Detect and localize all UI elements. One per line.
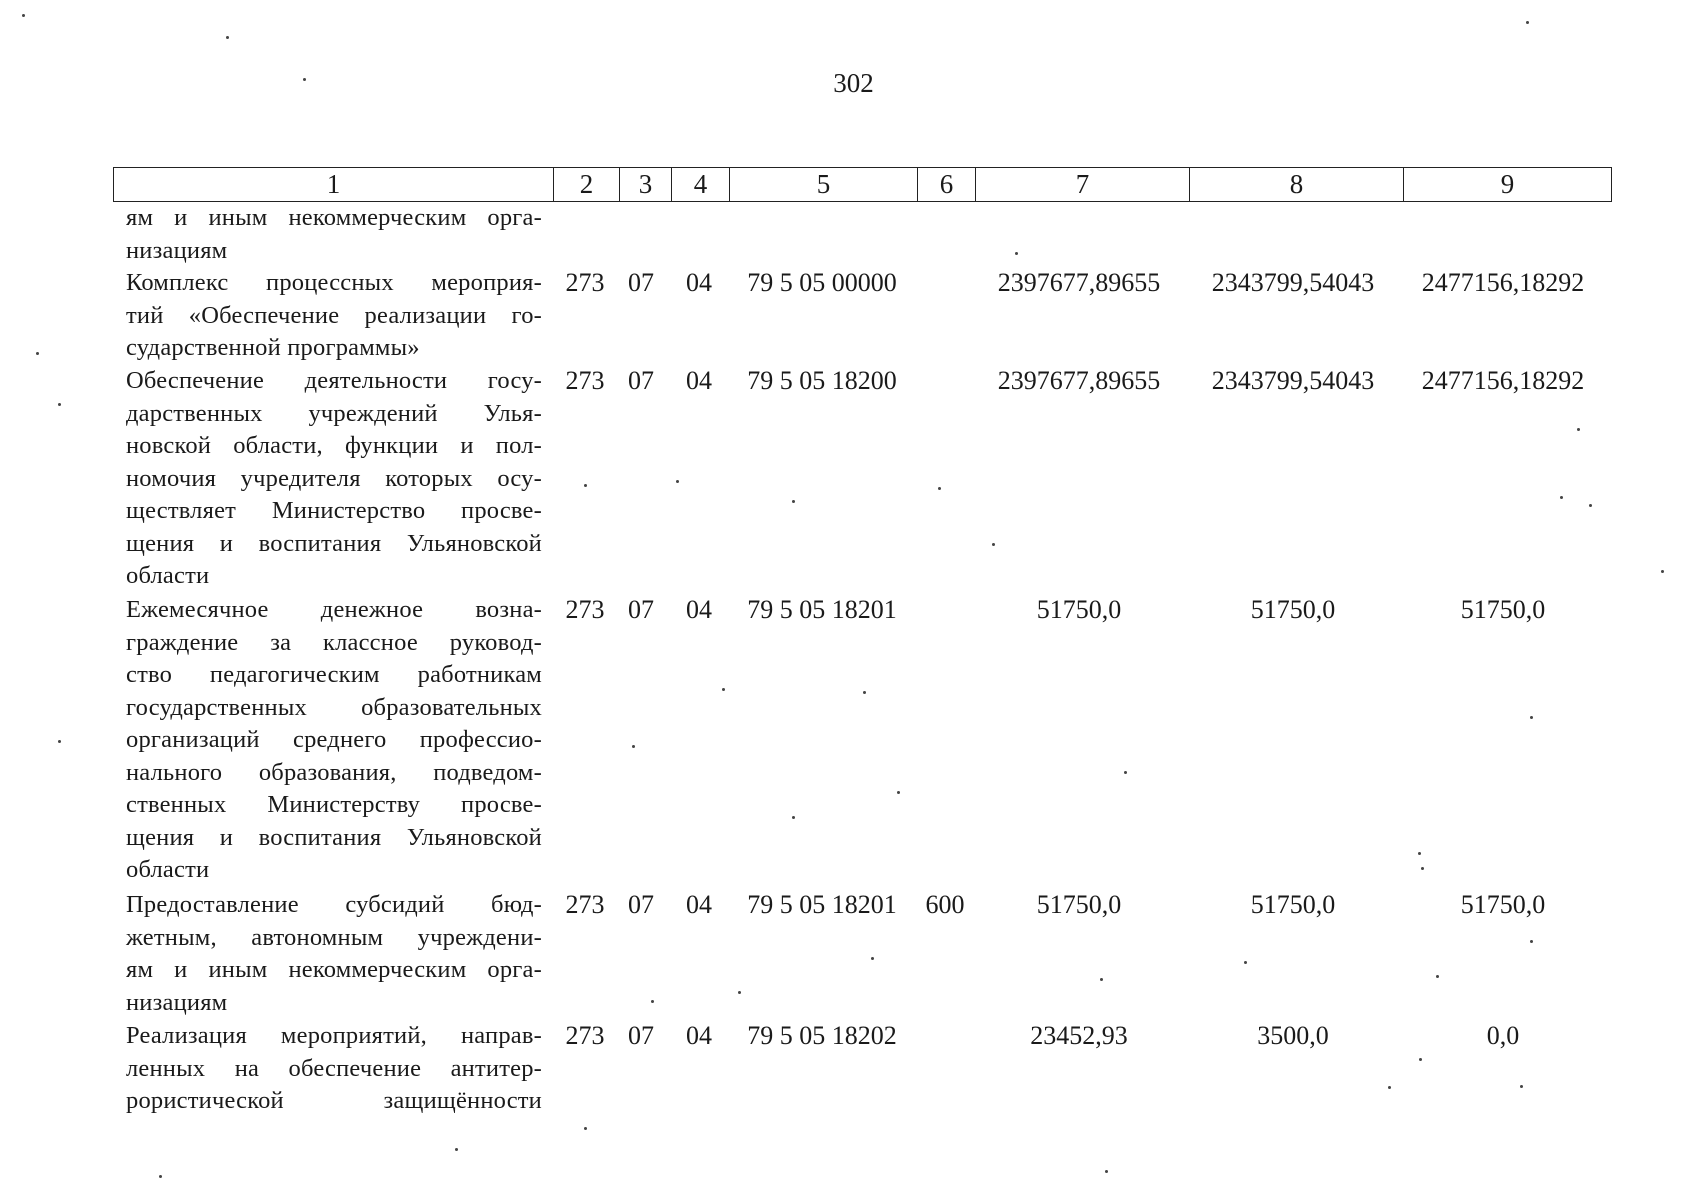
scan-speck <box>897 791 900 794</box>
scan-speck <box>58 403 61 406</box>
cell-col-2: 273 <box>565 595 605 624</box>
description-line: Реализация мероприятий, направ- <box>126 1022 542 1049</box>
scan-speck <box>676 480 679 483</box>
row-description <box>126 202 542 267</box>
description-line: сударственной программы» <box>126 334 420 361</box>
scan-speck <box>1560 496 1563 499</box>
description-line: ям и иным некоммерческим орга- <box>126 204 542 231</box>
cell-col-7: 2397677,89655 <box>997 366 1161 395</box>
scan-speck <box>58 740 61 743</box>
description-line: тий «Обеспечение реализации го- <box>126 301 542 329</box>
column-header-2: 2 <box>554 168 620 202</box>
scan-speck <box>632 745 635 748</box>
description-line: ственных Министерству просве- <box>126 791 542 818</box>
cell-col-3: 07 <box>628 890 654 919</box>
column-header-5: 5 <box>730 168 918 202</box>
description-line: ство педагогическим работникам <box>126 661 542 688</box>
description-line: граждение за классное руковод- <box>126 628 542 656</box>
scan-speck <box>792 816 795 819</box>
cell-col-5: 79 5 05 18200 <box>747 366 897 395</box>
cell-col-6: 600 <box>925 890 965 919</box>
scan-speck <box>1419 1058 1422 1061</box>
cell-col-8: 51750,0 <box>1250 890 1336 919</box>
cell-col-7: 51750,0 <box>1036 890 1122 919</box>
column-header-9: 9 <box>1404 168 1612 202</box>
scan-speck <box>455 1148 458 1151</box>
scan-speck <box>1661 570 1664 573</box>
description-line: области <box>126 562 210 589</box>
cell-col-5: 79 5 05 18201 <box>747 890 897 919</box>
scan-speck <box>992 543 995 546</box>
description-line: низациям <box>126 236 228 264</box>
column-header-7: 7 <box>976 168 1190 202</box>
description-line: ществляет Министерство просве- <box>126 497 542 524</box>
scan-speck <box>1520 1085 1523 1088</box>
scan-speck <box>1530 716 1533 719</box>
column-header-8: 8 <box>1190 168 1404 202</box>
cell-col-3: 07 <box>628 1021 654 1050</box>
cell-col-2: 273 <box>565 1021 605 1050</box>
cell-col-2: 273 <box>565 268 605 297</box>
cell-col-8: 3500,0 <box>1257 1021 1329 1050</box>
cell-col-4: 04 <box>686 595 712 624</box>
scan-speck <box>1015 252 1018 255</box>
cell-col-2: 273 <box>565 890 605 919</box>
scan-speck <box>863 691 866 694</box>
description-line: ям и иным некоммерческим орга- <box>126 956 542 983</box>
cell-col-7: 23452,93 <box>1030 1021 1128 1050</box>
description-line: новской области, функции и пол- <box>126 432 542 459</box>
description-line: Обеспечение деятельности госу- <box>126 367 542 394</box>
scan-speck <box>722 688 725 691</box>
scan-speck <box>159 1175 162 1178</box>
scan-speck <box>1589 504 1592 507</box>
description-line: жетным, автономным учреждени- <box>126 923 542 951</box>
scan-speck <box>1577 428 1580 431</box>
column-header-4: 4 <box>672 168 730 202</box>
cell-col-4: 04 <box>686 268 712 297</box>
description-line: Предоставление субсидий бюд- <box>126 891 542 918</box>
scan-speck <box>584 484 587 487</box>
cell-col-4: 04 <box>686 890 712 919</box>
cell-col-5: 79 5 05 00000 <box>747 268 897 297</box>
scan-speck <box>938 487 941 490</box>
description-line: Комплекс процессных мероприя- <box>126 269 542 296</box>
scan-speck <box>1100 978 1103 981</box>
scan-speck <box>651 1000 654 1003</box>
column-header-row <box>113 167 1612 202</box>
scan-speck <box>1530 940 1533 943</box>
cell-col-9: 2477156,18292 <box>1421 268 1585 297</box>
scan-speck <box>1388 1086 1391 1089</box>
cell-col-8: 2343799,54043 <box>1211 268 1375 297</box>
row-description <box>126 889 542 1019</box>
cell-col-7: 2397677,89655 <box>997 268 1161 297</box>
cell-col-4: 04 <box>686 366 712 395</box>
scan-speck <box>1244 961 1247 964</box>
row-description <box>126 267 542 365</box>
description-line: рористической защищённости <box>126 1087 542 1114</box>
scan-speck <box>1421 867 1424 870</box>
row-description <box>126 594 542 887</box>
description-line: области <box>126 856 210 883</box>
description-line: низациям <box>126 988 228 1016</box>
column-header-3: 3 <box>620 168 672 202</box>
scan-speck <box>303 78 306 81</box>
cell-col-5: 79 5 05 18201 <box>747 595 897 624</box>
cell-col-8: 2343799,54043 <box>1211 366 1375 395</box>
scan-speck <box>738 991 741 994</box>
cell-col-9: 2477156,18292 <box>1421 366 1585 395</box>
scan-speck <box>226 36 229 39</box>
cell-col-5: 79 5 05 18202 <box>747 1021 897 1050</box>
scan-speck <box>1124 771 1127 774</box>
row-description <box>126 365 542 593</box>
scan-speck <box>1418 852 1421 855</box>
description-line: ленных на обеспечение антитер- <box>126 1054 542 1082</box>
column-header-1: 1 <box>114 168 554 202</box>
cell-col-4: 04 <box>686 1021 712 1050</box>
scan-speck <box>1436 975 1439 978</box>
description-line: организаций среднего профессио- <box>126 726 542 753</box>
scan-speck <box>1526 21 1529 24</box>
description-line: государственных образовательных <box>126 693 542 721</box>
column-header-6: 6 <box>918 168 976 202</box>
scan-speck <box>22 14 25 17</box>
scan-speck <box>584 1127 587 1130</box>
cell-col-8: 51750,0 <box>1250 595 1336 624</box>
cell-col-3: 07 <box>628 595 654 624</box>
scan-speck <box>792 500 795 503</box>
scan-speck <box>871 957 874 960</box>
cell-col-9: 51750,0 <box>1460 890 1546 919</box>
description-line: щения и воспитания Ульяновской <box>126 529 542 557</box>
description-line: нального образования, подведом- <box>126 758 542 786</box>
scan-speck <box>1105 1170 1108 1173</box>
description-line: щения и воспитания Ульяновской <box>126 823 542 851</box>
cell-col-2: 273 <box>565 366 605 395</box>
cell-col-7: 51750,0 <box>1036 595 1122 624</box>
cell-col-9: 0,0 <box>1486 1021 1520 1050</box>
scan-speck <box>36 352 39 355</box>
cell-col-3: 07 <box>628 366 654 395</box>
cell-col-9: 51750,0 <box>1460 595 1546 624</box>
cell-col-3: 07 <box>628 268 654 297</box>
description-line: дарственных учреждений Улья- <box>126 399 542 427</box>
description-line: Ежемесячное денежное возна- <box>126 596 542 623</box>
description-line: номочия учредителя которых осу- <box>126 464 542 492</box>
row-description <box>126 1020 542 1118</box>
page-number: 302 <box>833 68 874 98</box>
